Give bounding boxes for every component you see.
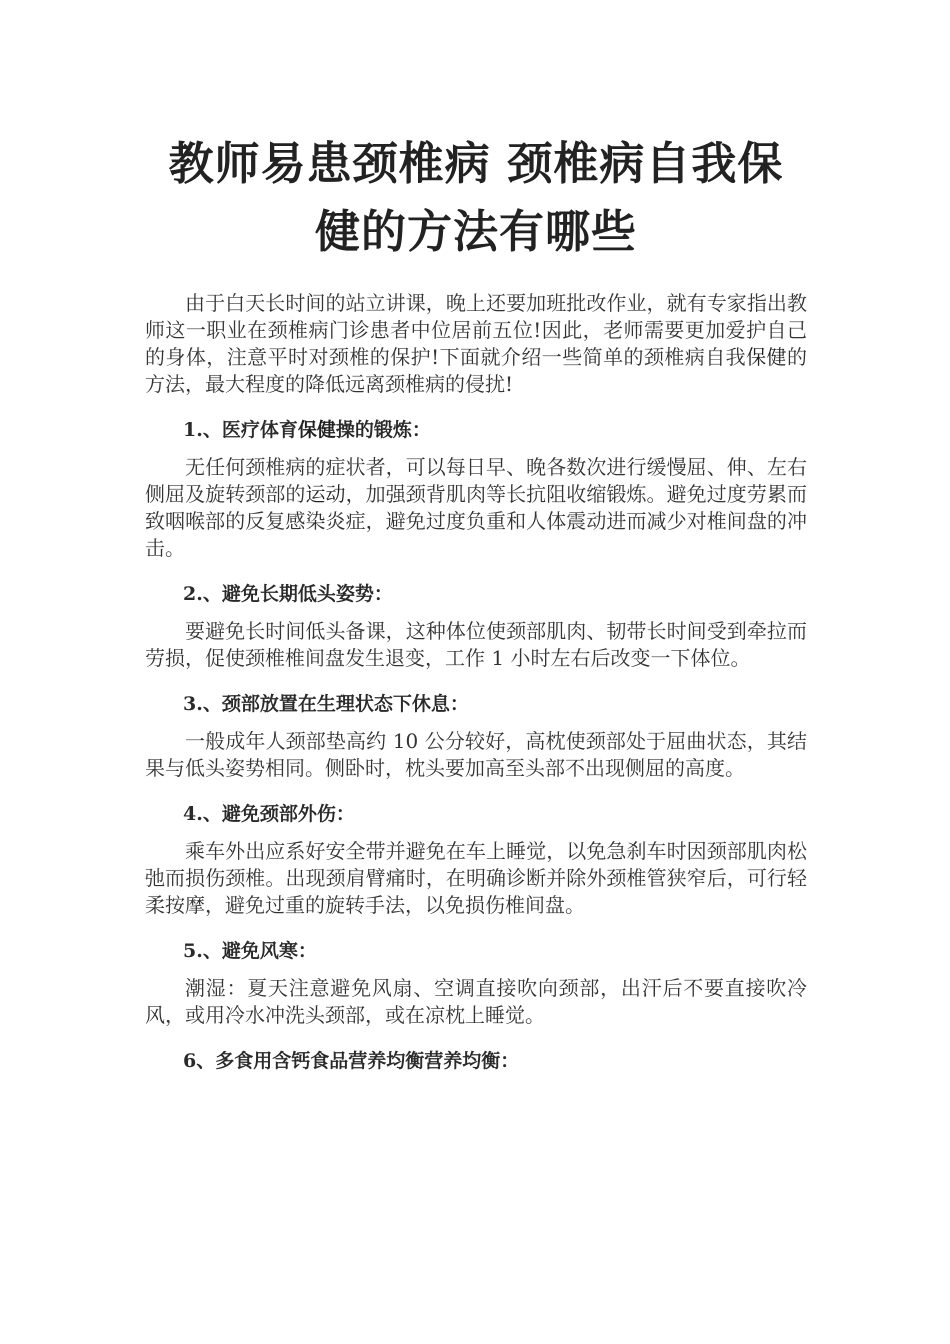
section-1-heading-keyword: 保健 xyxy=(297,419,336,441)
intro-text-before: 由于白天长时间的站立讲课，晚上还要加班批改作业，就有专家指出教师这一职业在颈椎病门诊患者中位居前五位!因此，老师需要更加爱护自己的身体，注意平时对颈椎的保护!下面就介绍一些简单的颈椎病自我 xyxy=(145,291,807,369)
section-heading-1 xyxy=(145,416,807,444)
section-body-2: 要避免长时间低头备课，这种体位使颈部肌肉、韧带长时间受到牵拉而劳损，促使颈椎椎间盘发生退变，工作 1 小时左右后改变一下体位。 xyxy=(145,619,807,670)
section-heading-5: 5.、避免风寒： xyxy=(183,940,317,962)
section-body-1 xyxy=(145,454,807,562)
document-page xyxy=(145,130,807,1085)
title-line-1: 教师易患颈椎病 颈椎病自我保 xyxy=(168,137,784,190)
section-heading-2: 2.、避免长期低头姿势： xyxy=(183,583,393,605)
section-1-heading-before: 1.、医疗体育 xyxy=(183,419,298,441)
section-heading-4: 4.、避免颈部外伤： xyxy=(183,803,355,825)
section-1-body-after: ，加强颈背肌肉等长抗阻收缩锻炼。避免过度劳累而致咽喉部的反复感染炎症，避免过度负重和人体震动进而减少对椎间盘的冲击。 xyxy=(145,482,807,560)
intro-paragraph xyxy=(145,290,807,398)
article-title xyxy=(145,130,807,266)
section-body-3: 一般成年人颈部垫高约 10 公分较好，高枕使颈部处于屈曲状态，其结果与低头姿势相同。侧卧时，枕头要加高至头部不出现侧屈的高度。 xyxy=(145,729,807,780)
section-body-5: 潮湿：夏天注意避免风扇、空调直接吹向颈部，出汗后不要直接吹冷风，或用冷水冲洗头颈部，或在凉枕上睡觉。 xyxy=(145,976,807,1027)
title-line-2: 健的方法有哪些 xyxy=(314,205,637,258)
intro-keyword: 保健 xyxy=(746,345,787,369)
section-heading-3: 3.、颈部放置在生理状态下休息： xyxy=(183,693,469,715)
section-1-body-keyword: 运动 xyxy=(305,482,346,506)
section-1-body-before: 无任何颈椎病的症状者，可以每日早、晚各数次进行缓慢屈、伸、左右侧屈及旋转颈部的 xyxy=(145,455,807,506)
section-body-4: 乘车外出应系好安全带并避免在车上睡觉，以免急刹车时因颈部肌肉松弛而损伤颈椎。出现颈肩臂痛时，在明确诊断并除外颈椎管狭窄后，可行轻柔按摩，避免过重的旋转手法，以免损伤椎间盘。 xyxy=(145,839,807,917)
section-heading-6: 6、多食用含钙食品营养均衡营养均衡： xyxy=(183,1050,520,1072)
section-1-heading-after: 操的锻炼： xyxy=(335,419,431,441)
intro-text-after: 的方法，最大程度的降低远离颈椎病的侵扰! xyxy=(145,345,807,396)
